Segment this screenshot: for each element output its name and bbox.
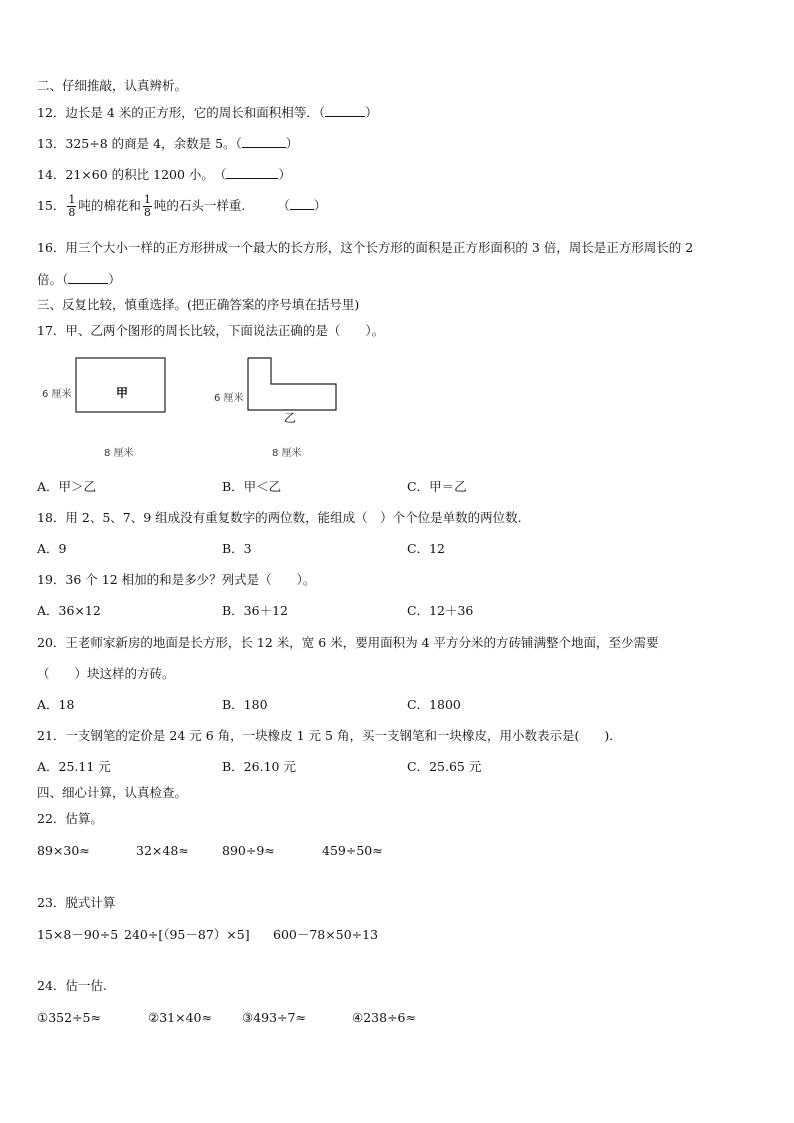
q18-option-c[interactable]: C．12: [407, 541, 445, 556]
question-12-close: ）: [365, 105, 378, 120]
question-15-prefix: 15．: [37, 198, 66, 213]
question-18-text: 18．用 2、5、7、9 组成没有重复数字的两位数，能组成（ ）个个位是单数的两位数.: [37, 510, 522, 525]
q23-item-3: 600－78×50÷13: [273, 927, 379, 942]
figure-yi-label: 乙: [284, 411, 297, 425]
q17-option-b[interactable]: B．甲＜乙: [222, 479, 282, 494]
answer-blank[interactable]: [68, 271, 108, 284]
question-23-title: 23．脱式计算: [37, 895, 116, 910]
q20-option-a[interactable]: A．18: [37, 697, 75, 712]
question-15-open: （: [277, 198, 290, 213]
question-22-title: 22．估算。: [37, 811, 103, 826]
q19-option-c[interactable]: C．12＋36: [407, 603, 474, 618]
question-13-text: 13．325÷8 的商是 4，余数是 5。（: [37, 136, 242, 151]
q20-option-b[interactable]: B．180: [222, 697, 268, 712]
answer-blank[interactable]: [325, 104, 365, 117]
fraction-one-eighth: [67, 194, 76, 219]
q22-item-2: 32×48≈: [136, 843, 189, 858]
question-15: [37, 194, 326, 219]
q21-option-b[interactable]: B．26.10 元: [222, 759, 296, 774]
q23-item-2: 240÷[（95－87）×5]: [124, 927, 250, 942]
question-15-close: ）: [313, 198, 327, 213]
question-14: [37, 166, 291, 183]
figure-jia: [38, 352, 178, 462]
question-14-close: ）: [278, 167, 291, 182]
question-15-suffix: 吨的石头一样重.: [153, 198, 246, 213]
fraction-denominator: 8: [143, 206, 151, 219]
q22-item-3: 890÷9≈: [222, 843, 275, 858]
question-21-text: 21．一支钢笔的定价是 24 元 6 角，一块橡皮 1 元 5 角，买一支钢笔和一块橡皮，用小数表示是( )．: [37, 728, 622, 743]
q22-item-4: 459÷50≈: [322, 843, 383, 858]
question-13-close: ）: [285, 136, 299, 151]
q24-item-4: ④238÷6≈: [352, 1010, 416, 1025]
question-16-line-1: 16．用三个大小一样的正方形拼成一个最大的长方形，这个长方形的面积是正方形面积的 3 倍，周长是正方形周长的 2: [37, 240, 694, 255]
figure-yi-outline: [248, 358, 336, 410]
fraction-one-eighth-2: [143, 194, 152, 219]
figure-jia-bottom-label: 8 厘米: [104, 448, 134, 459]
question-20-line-2: （ ）块这样的方砖。: [37, 666, 175, 681]
q21-option-c[interactable]: C．25.65 元: [407, 759, 482, 774]
q17-option-c[interactable]: C．甲＝乙: [407, 479, 467, 494]
fraction-numerator: 1: [143, 193, 151, 206]
answer-blank[interactable]: [290, 197, 314, 210]
answer-blank[interactable]: [242, 135, 286, 148]
q18-option-b[interactable]: B．3: [222, 541, 252, 556]
question-24-title: 24．估一估.: [37, 978, 107, 993]
figure-jia-side-label: 6 厘米: [42, 389, 72, 400]
question-16-line-2: [37, 271, 121, 288]
q22-item-1: 89×30≈: [37, 843, 90, 858]
section-4-heading: 四、细心计算，认真检查。: [37, 785, 188, 800]
q19-option-b[interactable]: B．36＋12: [222, 603, 288, 618]
q18-option-a[interactable]: A．9: [37, 541, 67, 556]
figure-yi-bottom-label: 8 厘米: [272, 448, 302, 459]
question-13: [37, 135, 298, 152]
section-3-heading: 三、反复比较，慎重选择。(把正确答案的序号填在括号里): [37, 297, 360, 312]
q21-option-a[interactable]: A．25.11 元: [37, 759, 111, 774]
q20-option-c[interactable]: C．1800: [407, 697, 461, 712]
question-16-text: 倍。（: [37, 272, 69, 287]
question-15-mid: 吨的棉花和: [78, 198, 141, 213]
question-17-text: 17．甲、乙两个图形的周长比较，下面说法正确的是（ ）。: [37, 323, 385, 338]
figure-yi: [208, 352, 348, 462]
q19-option-a[interactable]: A．36×12: [37, 603, 101, 618]
q24-item-3: ③493÷7≈: [242, 1010, 306, 1025]
question-16-close: ）: [108, 272, 121, 287]
q24-item-2: ②31×40≈: [148, 1010, 212, 1025]
figure-yi-side-label: 6 厘米: [214, 393, 244, 404]
question-19-text: 19．36 个 12 相加的和是多少？列式是（ ）。: [37, 572, 316, 587]
question-20-line-1: 20．王老师家新房的地面是长方形，长 12 米，宽 6 米，要用面积为 4 平方分米的方砖铺满整个地面，至少需要: [37, 635, 659, 650]
q23-item-1: 15×8－90÷5: [37, 927, 119, 942]
section-2-heading: 二、仔细推敲，认真辨析。: [37, 78, 188, 93]
question-14-text: 14．21×60 的积比 1200 小。 （: [37, 167, 227, 182]
question-12: [37, 104, 378, 121]
q17-option-a[interactable]: A．甲＞乙: [37, 479, 97, 494]
question-12-text: 12．边长是 4 米的正方形，它的周长和面积相等．（: [37, 105, 326, 120]
figure-jia-rect: [76, 358, 165, 412]
q24-item-1: ①352÷5≈: [37, 1010, 101, 1025]
figure-jia-label: 甲: [116, 386, 129, 400]
fraction-numerator: 1: [68, 193, 76, 206]
answer-blank[interactable]: [226, 166, 278, 179]
fraction-denominator: 8: [68, 206, 76, 219]
